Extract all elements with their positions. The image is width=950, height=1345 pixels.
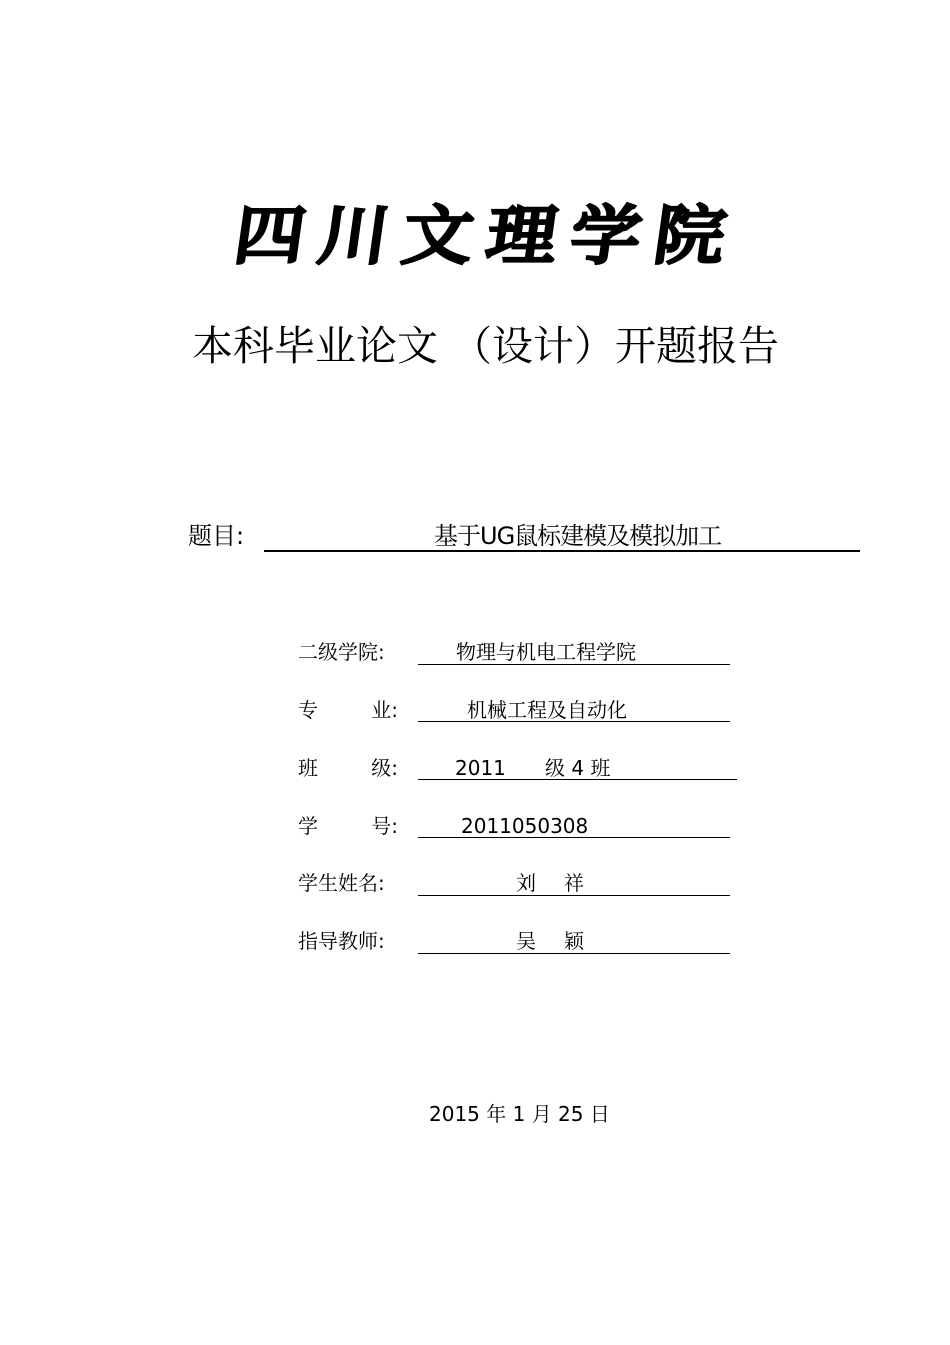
advisor-value-part-1: 吴	[516, 929, 536, 953]
class-label-part-2: 级:	[371, 756, 398, 780]
advisor-label: 指导教师:	[298, 929, 385, 953]
major-underline	[418, 721, 730, 722]
class-year-value: 2011	[455, 756, 506, 780]
topic-label: 题目:	[188, 522, 245, 550]
student-name-value-part-2: 祥	[564, 871, 584, 895]
class-underline	[418, 779, 737, 780]
school-logo-calligraphy	[229, 190, 731, 282]
college-underline	[418, 664, 730, 665]
topic-value: 基于UG鼠标建模及模拟加工	[434, 522, 722, 550]
student-name-underline	[418, 895, 730, 896]
class-number-value: 级 4 班	[545, 756, 611, 780]
advisor-value-part-2: 颖	[564, 929, 584, 953]
logo-char-4: 理	[481, 197, 563, 274]
report-title: 本科毕业论文 （设计）开题报告	[192, 322, 780, 370]
major-value: 机械工程及自动化	[467, 698, 627, 722]
student-id-label	[298, 812, 398, 840]
report-date: 2015 年 1 月 25 日	[429, 1102, 610, 1126]
major-label	[298, 696, 398, 724]
student-id-label-part-2: 号:	[371, 814, 398, 838]
college-label: 二级学院:	[298, 640, 385, 664]
student-name-label: 学生姓名:	[298, 871, 385, 895]
student-id-label-part-1: 学	[298, 814, 318, 838]
logo-char-2: 川	[313, 197, 395, 274]
student-id-value: 2011050308	[461, 814, 589, 838]
major-label-part-2: 业:	[371, 698, 398, 722]
logo-char-1: 四	[229, 197, 311, 274]
class-label-part-1: 班	[298, 756, 318, 780]
logo-char-5: 学	[565, 197, 647, 274]
advisor-underline	[418, 953, 730, 954]
logo-char-3: 文	[397, 197, 479, 274]
student-id-underline	[418, 837, 730, 838]
student-name-value-part-1: 刘	[516, 871, 536, 895]
logo-char-6: 院	[649, 197, 731, 274]
class-label	[298, 754, 398, 782]
major-label-part-1: 专	[298, 698, 318, 722]
college-value: 物理与机电工程学院	[456, 640, 636, 664]
topic-underline	[264, 550, 860, 552]
